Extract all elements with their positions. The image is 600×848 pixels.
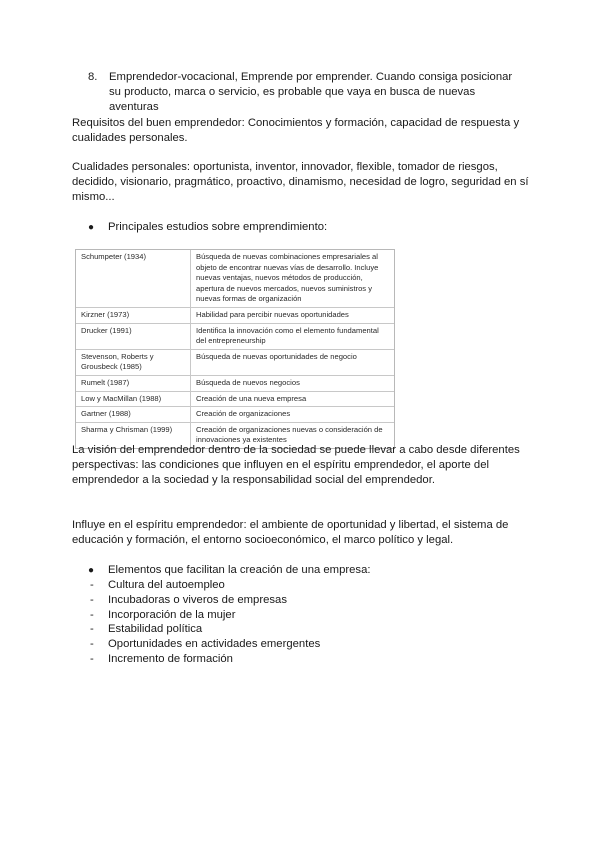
list-item-text: Oportunidades en actividades emergentes [108,638,321,651]
list-item-text: Cultura del autoempleo [108,579,225,591]
list-item [88,608,528,623]
dash-icon: - [90,608,94,621]
list-number: 8. [88,71,98,83]
requisitos-paragraph: Requisitos del buen emprendedor: Conocimientos y formación, capacidad de respuesta y cualidades personales. [72,117,520,144]
list-item-text: Estabilidad política [108,623,203,636]
table-cell-author: Kirzner (1973) [76,307,191,323]
list-item [88,593,528,608]
elements-list [88,578,528,667]
table-cell-author: Gartner (1988) [76,407,191,423]
table-cell-author: Low y MacMillan (1988) [76,391,191,407]
table-cell-description: Habilidad para percibir nuevas oportunidades [191,307,395,323]
list-item [88,578,528,593]
table-cell-author: Drucker (1991) [76,323,191,349]
table-cell-author: Rumelt (1987) [76,375,191,391]
table-row [76,307,394,323]
cualidades-paragraph: Cualidades personales: oportunista, inventor, innovador, flexible, tomador de riesgos, decidido, visionario, pragmático, proactivo, dinamismo, necesidad de logro, seguridad en sí mismo... [72,161,529,203]
dash-icon: - [90,638,94,651]
table-row [76,391,394,407]
table-cell-description: Creación de organizaciones nuevas o consideración de innovaciones ya existentes [191,422,395,448]
table-cell-author: Schumpeter (1934) [76,250,191,307]
bullet-icon: ● [88,222,95,233]
table-row [76,349,394,375]
dash-icon: - [90,623,94,636]
table-cell-author: Stevenson, Roberts y Grousbeck (1985) [76,349,191,375]
list-item [88,652,528,667]
bullet-text: Principales estudios sobre emprendimiento: [108,221,328,233]
list-item-text: Emprendedor-vocacional, Emprende por emprender. Cuando consiga posicionar su producto, marca o servicio, es probable que vaya en busca de nuevas aventuras [109,71,513,113]
list-item [88,622,528,637]
table-cell-description: Creación de organizaciones [191,407,395,423]
table-row [76,250,394,307]
table-cell-description: Creación de una nueva empresa [191,391,395,407]
estudios-table [75,249,395,449]
list-item [88,637,528,652]
table-cell-description: Búsqueda de nuevos negocios [191,375,395,391]
table-cell-description: Búsqueda de nuevas oportunidades de negocio [191,349,395,375]
bullet-icon: ● [88,565,95,576]
dash-icon: - [90,579,94,591]
dash-icon: - [90,593,94,606]
bullet-text: Elementos que facilitan la creación de una empresa: [108,564,371,576]
table-cell-author: Sharma y Chrisman (1999) [81,424,173,434]
dash-icon: - [90,652,94,665]
table-cell-description: Búsqueda de nuevas combinaciones empresariales al objeto de encontrar nuevas vías de desarrollo. Incluye nuevas ventajas, nuevos métodos de producción, apertura de nuevos mercados, nuevos suministros y nuevas formas de organización [191,250,395,307]
list-item-text: Incremento de formación [108,652,233,665]
list-item-text: Incorporación de la mujer [108,608,236,621]
table-row [76,323,394,349]
table-row [76,407,394,423]
vision-paragraph: La visión del emprendedor dentro de la sociedad se puede llevar a cabo desde diferentes perspectivas: las condiciones que influyen en el espíritu emprendedor, el aporte del emprendedor a la sociedad y la responsabilidad social del emprendedor. [72,444,520,486]
table-row [76,375,394,391]
table-cell-description: Identifica la innovación como el elemento fundamental del entrepreneurship [191,323,395,349]
influye-paragraph: Influye en el espíritu emprendedor: el ambiente de oportunidad y libertad, el sistema de educación y formación, el entorno socioeconómico, el marco político y legal. [72,519,509,546]
list-item-text: Incubadoras o viveros de empresas [108,593,287,606]
